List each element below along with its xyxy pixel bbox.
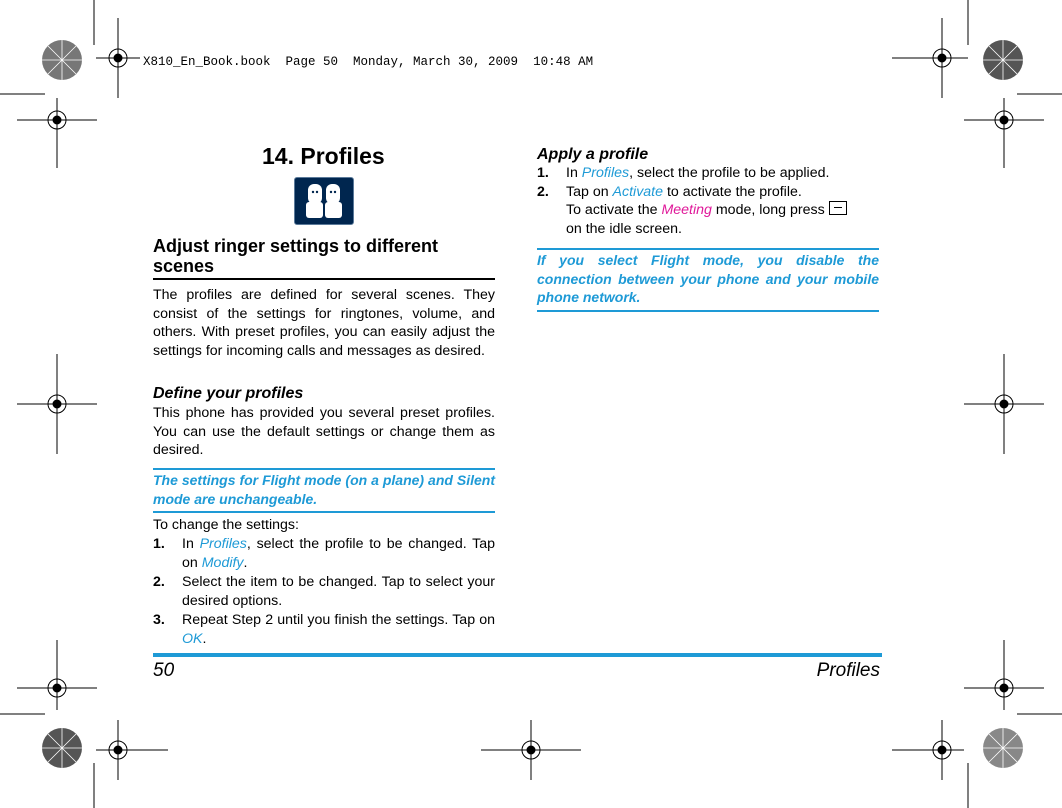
menu-profiles: Profiles xyxy=(199,536,247,552)
list-item: 2. Select the item to be changed. Tap to select your desired options. xyxy=(153,574,495,609)
apply-note: If you select Flight mode, you disable the connection between your phone and your mobile phone network. xyxy=(537,248,879,312)
list-item: 1. In Profiles, select the profile to be changed. Tap on Modify. xyxy=(153,536,495,571)
menu-activate: Activate xyxy=(612,183,664,200)
page-number: 50 xyxy=(153,660,175,681)
profiles-icon xyxy=(294,177,354,225)
define-note: The settings for Flight mode (on a plane) and Silent mode are unchangeable. xyxy=(153,468,495,513)
list-item: 1. In Profiles, select the profile to be applied. xyxy=(537,165,830,181)
define-heading: Define your profiles xyxy=(153,385,304,402)
apply-steps xyxy=(537,164,879,238)
menu-ok: OK xyxy=(182,630,203,647)
section-heading: Adjust ringer settings to different scenes xyxy=(153,236,495,280)
list-item: 3. Repeat Step 2 until you finish the settings. Tap on OK. xyxy=(153,612,495,647)
define-lead: To change the settings: xyxy=(153,517,299,533)
menu-profiles: Profiles xyxy=(581,165,630,181)
list-item: 2. Tap on Activate to activate the profile. To activate the Meeting mode, long press on the idle screen. xyxy=(537,183,879,239)
menu-meeting: Meeting xyxy=(661,202,712,218)
footer-rule xyxy=(153,653,882,657)
section-intro: The profiles are defined for several scenes. They consist of the settings for ringtones, volume, and others. With preset profiles, you can easily adjust the settings for incoming calls and messages as desired. xyxy=(153,287,495,359)
footer-chapter-name: Profiles xyxy=(816,660,880,681)
menu-modify: Modify xyxy=(201,554,244,571)
end-key-icon xyxy=(829,201,847,215)
define-body: This phone has provided you several preset profiles. You can use the default settings or change them as desired. xyxy=(153,405,495,458)
print-header: X810_En_Book.book Page 50 Monday, March 30, 2009 10:48 AM xyxy=(143,55,594,69)
apply-heading: Apply a profile xyxy=(537,146,649,163)
chapter-title: 14. Profiles xyxy=(262,143,385,169)
define-steps xyxy=(153,535,495,648)
